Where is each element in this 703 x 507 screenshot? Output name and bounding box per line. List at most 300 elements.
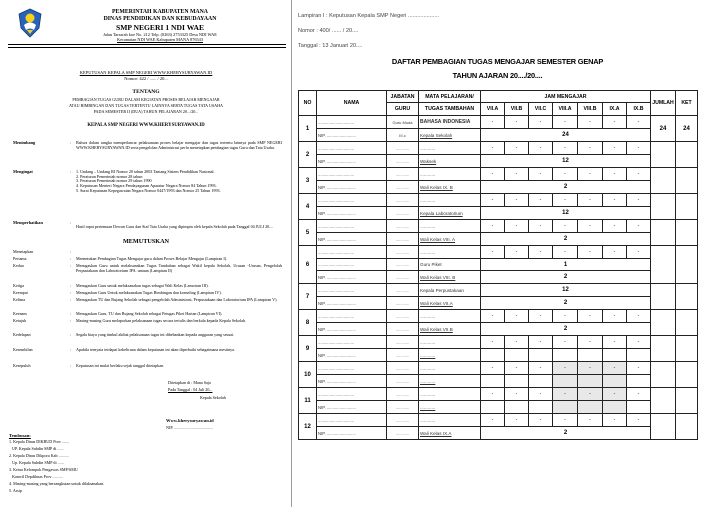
teacher-nip: NIP. .........................	[317, 271, 387, 284]
row-number: 5	[299, 220, 317, 246]
hour-cell: -	[505, 310, 529, 323]
hour-cell: -	[578, 336, 603, 349]
header-class: VII.A	[481, 103, 505, 116]
mengingat-list	[76, 170, 282, 194]
hour-cell: -	[553, 336, 578, 349]
hour-cell	[578, 375, 603, 388]
hour-cell	[578, 401, 603, 414]
tugas-cell: ............	[419, 414, 481, 427]
hour-cell: -	[603, 388, 627, 401]
hour-cell	[603, 401, 627, 414]
mengingat-item: 2. Peraturan Pemerintah nomor 28 tahun	[76, 173, 143, 179]
table-row	[299, 323, 698, 336]
tugas-tambahan-cell: Wali Kelas VIII. A	[419, 233, 481, 246]
table-row	[299, 427, 698, 440]
kepala-sekolah-label: Kepala Sekolah	[200, 395, 226, 400]
hour-cell: -	[578, 310, 603, 323]
tembusan-item: Kanwil Depdiknas Prov ..........	[9, 474, 63, 479]
keputusan-label: Kesepuluh	[13, 363, 31, 368]
pangkat-cell: III.c	[387, 129, 419, 142]
jabatan-cell: ............	[387, 259, 419, 271]
table-row	[299, 414, 698, 427]
hour-cell: -	[505, 336, 529, 349]
hour-cell: -	[578, 388, 603, 401]
keputusan-label: Menetapkan	[13, 249, 34, 254]
colon: :	[70, 220, 72, 225]
jabatan-cell: ............	[387, 220, 419, 233]
tugas-tambahan-cell: Waksek	[419, 155, 481, 168]
tembusan-item: 4. Masing-masing yang bersangkutan untuk dilaksanakan.	[9, 481, 105, 486]
hour-cell: -	[529, 414, 553, 427]
row-number: 8	[299, 310, 317, 336]
hours-total: 2	[481, 297, 651, 310]
row-number: 10	[299, 362, 317, 388]
table-row	[299, 168, 698, 181]
teacher-name: ...............................	[317, 310, 387, 323]
menimbang-text: Bahwa dalam rangka memperlancar pelaksanaan proses belajar mengajar dan tugas tertentu lainnya pada SMP NEGERI WWW.KHERYSURYAWAN.ID serta pengelolan Administrasi perlu menetapkan pembagian tugas Guru dan Tata Usaha.	[76, 140, 282, 150]
hour-cell: -	[553, 194, 578, 207]
hour-cell: -	[603, 414, 627, 427]
memutuskan-heading: MEMUTUSKAN	[122, 238, 170, 245]
colon: :	[70, 297, 72, 302]
kop-divider	[8, 44, 286, 45]
tanggal-ditetapkan: Pada Tanggal : 04 Juli 20...	[168, 387, 213, 392]
keputusan-text: Segala biaya yang timbul akibat pelaksanaan tugas ini dibebankan kepada anggaran yang sesuai.	[76, 332, 235, 337]
keputusan-text: Keputusan ini mulai berlaku sejak tanggal ditetapkan.	[76, 363, 165, 368]
teacher-name: ...............................	[317, 194, 387, 207]
hour-cell	[505, 349, 529, 362]
hour-cell	[481, 375, 505, 388]
hour-cell: -	[481, 220, 505, 233]
pangkat-cell: ............	[387, 427, 419, 440]
tugas-tambahan-cell: Wali Kelas IX.A	[419, 427, 481, 440]
table-row	[299, 246, 698, 259]
teacher-name: ...............................	[317, 414, 387, 427]
pangkat-cell: ............	[387, 233, 419, 246]
ket-cell	[676, 362, 698, 388]
jabatan-cell: ............	[387, 362, 419, 375]
menimbang-label: Menimbang	[13, 140, 36, 145]
hour-cell: -	[578, 246, 603, 259]
hour-cell: -	[481, 142, 505, 155]
teacher-name: ...............................	[317, 336, 387, 349]
hour-cell: -	[603, 168, 627, 181]
pangkat-cell: ............	[387, 349, 419, 362]
table-row	[299, 116, 698, 129]
table-row	[299, 207, 698, 220]
teacher-name: ...............................	[317, 116, 387, 129]
perihal-line-2: ATAU BIMBINGAN DAN TUGAS TERTENTU LAINNYA SERTA TUGAS TATA USAHA	[68, 103, 224, 108]
colon: :	[70, 169, 72, 174]
colon: :	[70, 332, 72, 337]
hour-cell	[627, 349, 651, 362]
keputusan-text: Menugaskan Guru untuk melaksanakan tugas sebagai Wali Kelas (Lamoiran III).	[76, 283, 209, 288]
table-row	[299, 271, 698, 284]
tugas-tambahan-cell: Kepala Sekolah	[419, 129, 481, 142]
hours-total: 12	[481, 207, 651, 220]
lampiran-page	[292, 0, 703, 507]
hour-cell: -	[481, 116, 505, 129]
hours-total: 2	[481, 427, 651, 440]
hour-cell: -	[553, 142, 578, 155]
tugas-cell: ............	[419, 220, 481, 233]
kop-divider-thin	[8, 47, 286, 48]
row-number: 2	[299, 142, 317, 168]
teacher-nip: NIP. .........................	[317, 349, 387, 362]
hour-cell: -	[553, 168, 578, 181]
header-guru: GURU	[387, 103, 419, 116]
kepala-heading: KEPALA SMP NEGERI WWW.KHERYSURYAWAN.ID	[87, 123, 205, 128]
tugas-cell: ............	[419, 310, 481, 323]
tentang-heading: TENTANG	[132, 89, 160, 95]
hour-cell: -	[627, 388, 651, 401]
tembusan-item: 1. Kepala Dinas DIKBUD Prov .......	[9, 439, 70, 444]
table-row	[299, 194, 698, 207]
teacher-name: ...............................	[317, 168, 387, 181]
hour-cell: -	[627, 168, 651, 181]
tembusan-heading: Tembusan:	[9, 433, 31, 438]
hours-total: 2	[481, 271, 651, 284]
nip-signature: NIP. ......................................	[166, 425, 214, 430]
pangkat-cell: ............	[387, 401, 419, 414]
hour-cell: -	[627, 116, 651, 129]
colon: :	[70, 347, 72, 352]
hour-cell: -	[529, 116, 553, 129]
row-number: 12	[299, 414, 317, 440]
teacher-name: ...............................	[317, 388, 387, 401]
ket-cell	[676, 142, 698, 168]
hour-cell: -	[603, 310, 627, 323]
table-row	[299, 233, 698, 246]
tembusan-item: Up. Kepala Subdin SMP di ......	[9, 460, 64, 465]
hours-total: 12	[481, 284, 651, 297]
hour-cell: -	[603, 336, 627, 349]
keputusan-text: Menugaskan TU dan Bujang Sekolah sebagai pengelolah Administrasi, Perpustakaan dan Laboratorium IPA (Lampiran V).	[76, 297, 278, 302]
memperhatikan-label: Memperhatikan	[13, 220, 43, 225]
table-row	[299, 297, 698, 310]
jumlah-cell	[651, 220, 676, 246]
teacher-name: ...............................	[317, 259, 387, 271]
hour-cell	[553, 375, 578, 388]
memperhatikan-text: Hasil rapat pertemuan Dewan Guru dan Staf Tata Usaha yang dipimpin oleh kepala Sekolah pada Tanggal 04 JULI 20....	[76, 224, 274, 229]
jumlah-cell	[651, 388, 676, 414]
header-jabatan: JABATAN	[387, 91, 419, 103]
table-row	[299, 155, 698, 168]
hour-cell: -	[603, 246, 627, 259]
jabatan-cell: ............	[387, 194, 419, 207]
keputusan-text: Menugaskan Guru Untuk melaksanakan Tugas Bimbingan dan konseling (Lampiran IV).	[76, 290, 222, 295]
hour-cell: -	[481, 362, 505, 375]
hour-cell: -	[505, 246, 529, 259]
hour-cell: -	[603, 362, 627, 375]
header-class: VII.C	[529, 103, 553, 116]
jumlah-cell	[651, 246, 676, 284]
hour-cell: -	[529, 362, 553, 375]
sk-document-page	[0, 0, 292, 507]
ket-cell	[676, 414, 698, 440]
tugas-cell: BAHASA INDONESIA	[419, 116, 481, 129]
tembusan-item: 2. Kepala Dinas Dikpora Kab ..........	[9, 453, 69, 458]
tugas-cell: ............	[419, 142, 481, 155]
colon: :	[70, 290, 72, 295]
kop-line-3: SMP NEGERI 1 NDI WAE	[115, 23, 205, 32]
tugas-cell: ............	[419, 194, 481, 207]
hour-cell: -	[481, 310, 505, 323]
ket-cell: 24	[676, 116, 698, 142]
hour-cell: -	[603, 142, 627, 155]
keputusan-label: Pertama	[13, 256, 27, 261]
lampiran-line: Lampiran I : Keputusan Kepala SMP Negeri ....................	[298, 13, 440, 19]
hour-cell: -	[578, 116, 603, 129]
jabatan-cell: ............	[387, 284, 419, 297]
pangkat-cell: ............	[387, 375, 419, 388]
table-row	[299, 349, 698, 362]
tugas-tambahan-cell: Wali Kelas VII.A	[419, 297, 481, 310]
hour-cell: -	[505, 194, 529, 207]
hour-cell: -	[603, 116, 627, 129]
hour-cell: -	[481, 194, 505, 207]
jumlah-cell	[651, 336, 676, 362]
header-no: NO	[299, 91, 317, 116]
jabatan-cell: ............	[387, 168, 419, 181]
header-jam-mengajar: JAM MENGAJAR	[481, 91, 651, 103]
tugas-tambahan-cell: Wali Kelas IX. B	[419, 181, 481, 194]
hours-total: 1	[481, 259, 651, 271]
keputusan-label: Ketiga	[13, 283, 24, 288]
hour-cell: -	[578, 142, 603, 155]
header-class: VIII.A	[553, 103, 578, 116]
hours-total: 2	[481, 233, 651, 246]
jumlah-cell: 24	[651, 116, 676, 142]
hour-cell: -	[481, 336, 505, 349]
table-row	[299, 362, 698, 375]
hour-cell: -	[627, 220, 651, 233]
hour-cell: -	[553, 388, 578, 401]
hour-cell: -	[529, 194, 553, 207]
hour-cell	[529, 349, 553, 362]
table-title-1: DAFTAR PEMBAGIAN TUGAS MENGAJAR SEMESTER GENAP	[391, 57, 604, 66]
row-number: 3	[299, 168, 317, 194]
hours-total: 12	[481, 155, 651, 168]
jabatan-cell: ............	[387, 246, 419, 259]
teacher-nip: NIP. .........................	[317, 129, 387, 142]
hour-cell: -	[529, 336, 553, 349]
teacher-nip: NIP. .........................	[317, 181, 387, 194]
hour-cell: -	[529, 388, 553, 401]
ket-cell	[676, 220, 698, 246]
pangkat-cell: ............	[387, 155, 419, 168]
ket-cell	[676, 168, 698, 194]
hour-cell: -	[529, 168, 553, 181]
header-class: IX.A	[603, 103, 627, 116]
keputusan-label: Keempat	[13, 290, 28, 295]
tugas-tambahan-cell: ............	[419, 401, 481, 414]
hours-total: 24	[481, 129, 651, 142]
hour-cell	[627, 375, 651, 388]
hour-cell: -	[553, 414, 578, 427]
hour-cell: -	[505, 168, 529, 181]
kop-line-1: PEMERINTAH KABUPATEN MANA	[112, 9, 208, 15]
jabatan-cell: Guru Muda	[387, 116, 419, 129]
hour-cell: -	[553, 220, 578, 233]
teacher-nip: NIP. .........................	[317, 375, 387, 388]
table-row	[299, 401, 698, 414]
kop-line-2: DINAS PENDIDIKAN DAN KEBUDAYAAN	[103, 16, 217, 22]
jumlah-cell	[651, 142, 676, 168]
header-jumlah: JUMLAH	[651, 91, 676, 116]
hour-cell	[578, 349, 603, 362]
pangkat-cell: ............	[387, 323, 419, 336]
hour-cell: -	[553, 116, 578, 129]
teacher-nip: NIP. .........................	[317, 297, 387, 310]
jabatan-cell: ............	[387, 336, 419, 349]
sk-title: KEPUTUSAN KEPALA SMP NEGERI WWW.KHERYSURYAWAN.ID	[79, 70, 213, 75]
hour-cell: -	[505, 116, 529, 129]
row-number: 4	[299, 194, 317, 220]
table-row	[299, 259, 698, 271]
jabatan-cell: ............	[387, 142, 419, 155]
header-tugas: TUGAS TAMBAHAN	[419, 103, 481, 116]
jumlah-cell	[651, 168, 676, 194]
hour-cell: -	[627, 142, 651, 155]
tembusan-item: 5. Arsip	[9, 488, 22, 493]
perihal-line-3: PADA SEMESTER II (DUA) TAHUN PELAJARAN 20.../20...	[93, 109, 199, 114]
hour-cell: -	[529, 246, 553, 259]
teacher-nip: NIP. .........................	[317, 401, 387, 414]
hour-cell	[505, 375, 529, 388]
ditetapkan-di: Ditetapkan di : Mana Saja	[168, 380, 211, 385]
hour-cell: -	[505, 388, 529, 401]
hour-cell	[603, 349, 627, 362]
hour-cell	[505, 401, 529, 414]
table-row	[299, 220, 698, 233]
hour-cell: -	[627, 246, 651, 259]
pangkat-cell: ............	[387, 297, 419, 310]
tugas-cell: ............	[419, 362, 481, 375]
table-row	[299, 181, 698, 194]
hour-cell: -	[578, 194, 603, 207]
keputusan-label: Kesembilan	[13, 347, 33, 352]
jumlah-cell	[651, 414, 676, 440]
header-mapel: MATA PELAJARAN/	[419, 91, 481, 103]
colon: :	[70, 263, 72, 268]
table-row	[299, 336, 698, 349]
table-row	[299, 142, 698, 155]
jabatan-cell: ............	[387, 310, 419, 323]
pangkat-cell: ............	[387, 207, 419, 220]
teacher-name: ...............................	[317, 246, 387, 259]
mengingat-label: Mengingat	[13, 169, 33, 174]
teacher-nip: NIP. .........................	[317, 155, 387, 168]
colon: :	[70, 283, 72, 288]
teacher-nip: NIP. .........................	[317, 207, 387, 220]
row-number: 1	[299, 116, 317, 142]
jabatan-cell: ............	[387, 414, 419, 427]
keputusan-label: Kedua	[13, 263, 24, 268]
nomor-line: Nomor : 400/ ...... / 20....	[298, 28, 359, 34]
website-signature: Www.kherysuryawan.id	[166, 418, 214, 423]
tugas-cell: Kepala Perpustakaan	[419, 284, 481, 297]
table-row	[299, 375, 698, 388]
header-class: VIII.B	[578, 103, 603, 116]
row-number: 7	[299, 284, 317, 310]
keputusan-label: Kedelapan	[13, 332, 31, 337]
jumlah-cell	[651, 284, 676, 310]
ket-cell	[676, 336, 698, 362]
ket-cell	[676, 310, 698, 336]
tugas-tambahan-cell: ............	[419, 349, 481, 362]
mengingat-item: 5. Surat Keputusan Kepegawaian Negara Nomor 0447/1993 dan Nomor 25 Tahun 1993.	[76, 187, 221, 193]
tugas-tambahan-cell: Kepala Laboratorium	[419, 207, 481, 220]
keputusan-text: Menugaskan Guru, TU dan Bujang Sekolah sebagai Petugas Piket Harian (Lampiran VI).	[76, 311, 223, 316]
hour-cell	[553, 349, 578, 362]
tugas-cell: ............	[419, 388, 481, 401]
hour-cell: -	[627, 336, 651, 349]
header-class: VII.B	[505, 103, 529, 116]
table-row	[299, 284, 698, 297]
tugas-cell: ............	[419, 336, 481, 349]
hour-cell	[481, 401, 505, 414]
hour-cell: -	[603, 220, 627, 233]
row-number: 9	[299, 336, 317, 362]
tut-wuri-handayani-logo-icon	[17, 8, 43, 38]
hour-cell: -	[529, 142, 553, 155]
colon: :	[70, 249, 72, 254]
mengingat-item: 4. Keputusan Menteri Negara Pendayagunan Aparatur Negara Nomor 84 Tahun 1993.	[76, 183, 217, 189]
tanggal-line: Tanggal : 13 Januari 20....	[298, 43, 363, 49]
keputusan-label: Keenam	[13, 311, 27, 316]
tembusan-item: 3. Ketua Kelompok Pengawas SMP/SMU	[9, 467, 78, 472]
header-ket: KET	[676, 91, 698, 116]
hour-cell	[553, 401, 578, 414]
hour-cell: -	[578, 414, 603, 427]
keputusan-text: Menentukan Pembagian Tugas Mengajar guru dalam Proses Belajar Mengajar (Lampiran I).	[76, 256, 228, 261]
row-number: 6	[299, 246, 317, 284]
tugas-cell: Guru Piket	[419, 259, 481, 271]
teaching-duty-table	[298, 90, 698, 440]
tugas-cell: ............	[419, 168, 481, 181]
sk-number: Nomor: 422 / ...... / 20...	[124, 76, 168, 81]
colon: :	[70, 140, 72, 145]
hour-cell	[627, 401, 651, 414]
colon: :	[70, 311, 72, 316]
hours-total: 2	[481, 323, 651, 336]
pangkat-cell: ............	[387, 271, 419, 284]
jumlah-cell	[651, 194, 676, 220]
hour-cell: -	[553, 246, 578, 259]
hour-cell: -	[578, 362, 603, 375]
jumlah-cell	[651, 362, 676, 388]
hour-cell: -	[627, 414, 651, 427]
hour-cell: -	[627, 310, 651, 323]
hour-cell: -	[529, 310, 553, 323]
ket-cell	[676, 284, 698, 310]
ket-cell	[676, 246, 698, 284]
hour-cell: -	[481, 246, 505, 259]
header-nama: NAMA	[317, 91, 387, 116]
colon: :	[70, 363, 72, 368]
teacher-name: ...............................	[317, 284, 387, 297]
keputusan-label: Kelima	[13, 297, 26, 302]
hour-cell: -	[481, 388, 505, 401]
mengingat-item: 1. Undang – Undang RI Nomor 20 tahun 2003 Tantang Sistem Pendidikan Nasional.	[76, 169, 215, 174]
keputusan-text: Menugaskan Guru untuk melaksanakan Tugas Tambahan sebagai Wakil kepala Sekolah, Urusan -Urusan, Pengelolah Perpustakaan dan Laboratorium IPA. untuan (Lampiran II)	[76, 263, 282, 273]
hour-cell	[481, 349, 505, 362]
hours-total: 2	[481, 181, 651, 194]
colon: :	[70, 318, 72, 323]
ket-cell	[676, 388, 698, 414]
hour-cell: -	[481, 168, 505, 181]
